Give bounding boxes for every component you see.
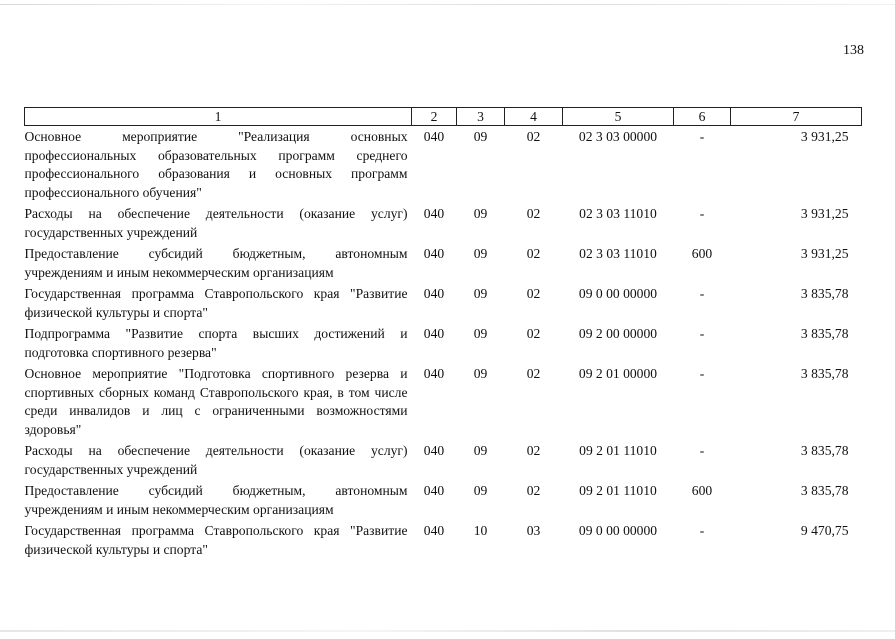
row-ministry: 040 [423, 246, 445, 261]
table-row [25, 480, 862, 520]
row-name: Предоставление субсидий бюджетным, автономным учреждениям и иным некоммерческим организациям [24, 483, 408, 517]
row-section: 09 [473, 206, 488, 221]
row-amount: 9 470,75 [800, 523, 849, 538]
row-target-article: 09 0 00 00000 [578, 286, 658, 301]
row-expense-type: 600 [691, 483, 713, 498]
table-header [25, 108, 862, 126]
table-row [25, 440, 862, 480]
row-expense-type: - [699, 366, 705, 381]
row-expense-type: - [699, 129, 705, 144]
row-ministry: 040 [423, 326, 445, 341]
row-name: Подпрограмма "Развитие спорта высших достижений и подготовка спортивного резерва" [24, 326, 408, 360]
table-body [25, 126, 862, 561]
row-section: 09 [473, 286, 488, 301]
row-section: 09 [473, 129, 488, 144]
row-target-article: 02 3 03 00000 [578, 129, 658, 144]
row-amount: 3 931,25 [800, 129, 849, 144]
row-target-article: 09 2 00 00000 [578, 326, 658, 341]
row-name: Государственная программа Ставропольского края "Развитие физической культуры и спорта" [24, 523, 408, 557]
row-target-article: 02 3 03 11010 [579, 206, 657, 221]
row-subsection: 02 [526, 366, 541, 381]
row-amount: 3 835,78 [800, 483, 849, 498]
table-row [25, 323, 862, 363]
row-name: Предоставление субсидий бюджетным, автономным учреждениям и иным некоммерческим организациям [24, 246, 408, 280]
row-subsection: 02 [526, 483, 541, 498]
header-col-4: 4 [505, 108, 563, 126]
row-subsection: 02 [526, 326, 541, 341]
scan-edge-top [0, 4, 895, 5]
table-row [25, 126, 862, 204]
row-subsection: 02 [526, 246, 541, 261]
row-expense-type: - [699, 443, 705, 458]
row-expense-type: - [699, 286, 705, 301]
row-name: Основное мероприятие "Реализация основных профессиональных образовательных программ среднего профессионального образования и основных программ профессионального обучения" [24, 129, 408, 200]
header-col-2: 2 [412, 108, 457, 126]
row-ministry: 040 [423, 286, 445, 301]
row-ministry: 040 [423, 523, 445, 538]
row-ministry: 040 [423, 206, 445, 221]
header-row [25, 108, 862, 126]
table-row [25, 520, 862, 560]
row-target-article: 09 2 01 11010 [579, 483, 657, 498]
row-section: 09 [473, 483, 488, 498]
row-amount: 3 835,78 [800, 443, 849, 458]
row-target-article: 09 2 01 11010 [579, 443, 657, 458]
row-target-article: 02 3 03 11010 [579, 246, 657, 261]
row-section: 10 [473, 523, 488, 538]
header-col-3: 3 [457, 108, 505, 126]
table-row [25, 203, 862, 243]
row-amount: 3 931,25 [800, 206, 849, 221]
row-target-article: 09 2 01 00000 [578, 366, 658, 381]
row-expense-type: - [699, 206, 705, 221]
row-subsection: 02 [526, 443, 541, 458]
row-amount: 3 835,78 [800, 326, 849, 341]
row-expense-type: 600 [691, 246, 713, 261]
row-subsection: 02 [526, 129, 541, 144]
budget-table [24, 107, 862, 560]
row-name: Расходы на обеспечение деятельности (оказание услуг) государственных учреждений [24, 443, 408, 477]
row-ministry: 040 [423, 129, 445, 144]
row-section: 09 [473, 366, 488, 381]
row-section: 09 [473, 443, 488, 458]
header-col-1: 1 [25, 108, 412, 126]
row-section: 09 [473, 246, 488, 261]
row-name: Основное мероприятие "Подготовка спортивного резерва и спортивных сборных команд Ставропольского края, в том числе среди инвалидов и лиц с ограниченными возможностями здоровья" [24, 366, 408, 437]
row-expense-type: - [699, 326, 705, 341]
row-amount: 3 931,25 [800, 246, 849, 261]
row-ministry: 040 [423, 483, 445, 498]
table-row [25, 363, 862, 440]
row-ministry: 040 [423, 443, 445, 458]
row-subsection: 02 [526, 206, 541, 221]
row-section: 09 [473, 326, 488, 341]
row-subsection: 03 [526, 523, 541, 538]
row-name: Расходы на обеспечение деятельности (оказание услуг) государственных учреждений [24, 206, 408, 240]
row-ministry: 040 [423, 366, 445, 381]
header-col-7: 7 [731, 108, 862, 126]
header-col-6: 6 [674, 108, 731, 126]
scan-edge-bottom [0, 630, 895, 632]
row-expense-type: - [699, 523, 705, 538]
page-number: 138 [843, 43, 864, 58]
table-row [25, 283, 862, 323]
row-amount: 3 835,78 [800, 366, 849, 381]
row-target-article: 09 0 00 00000 [578, 523, 658, 538]
header-col-5: 5 [563, 108, 674, 126]
table-row [25, 243, 862, 283]
row-subsection: 02 [526, 286, 541, 301]
row-amount: 3 835,78 [800, 286, 849, 301]
row-name: Государственная программа Ставропольского края "Развитие физической культуры и спорта" [24, 286, 408, 320]
